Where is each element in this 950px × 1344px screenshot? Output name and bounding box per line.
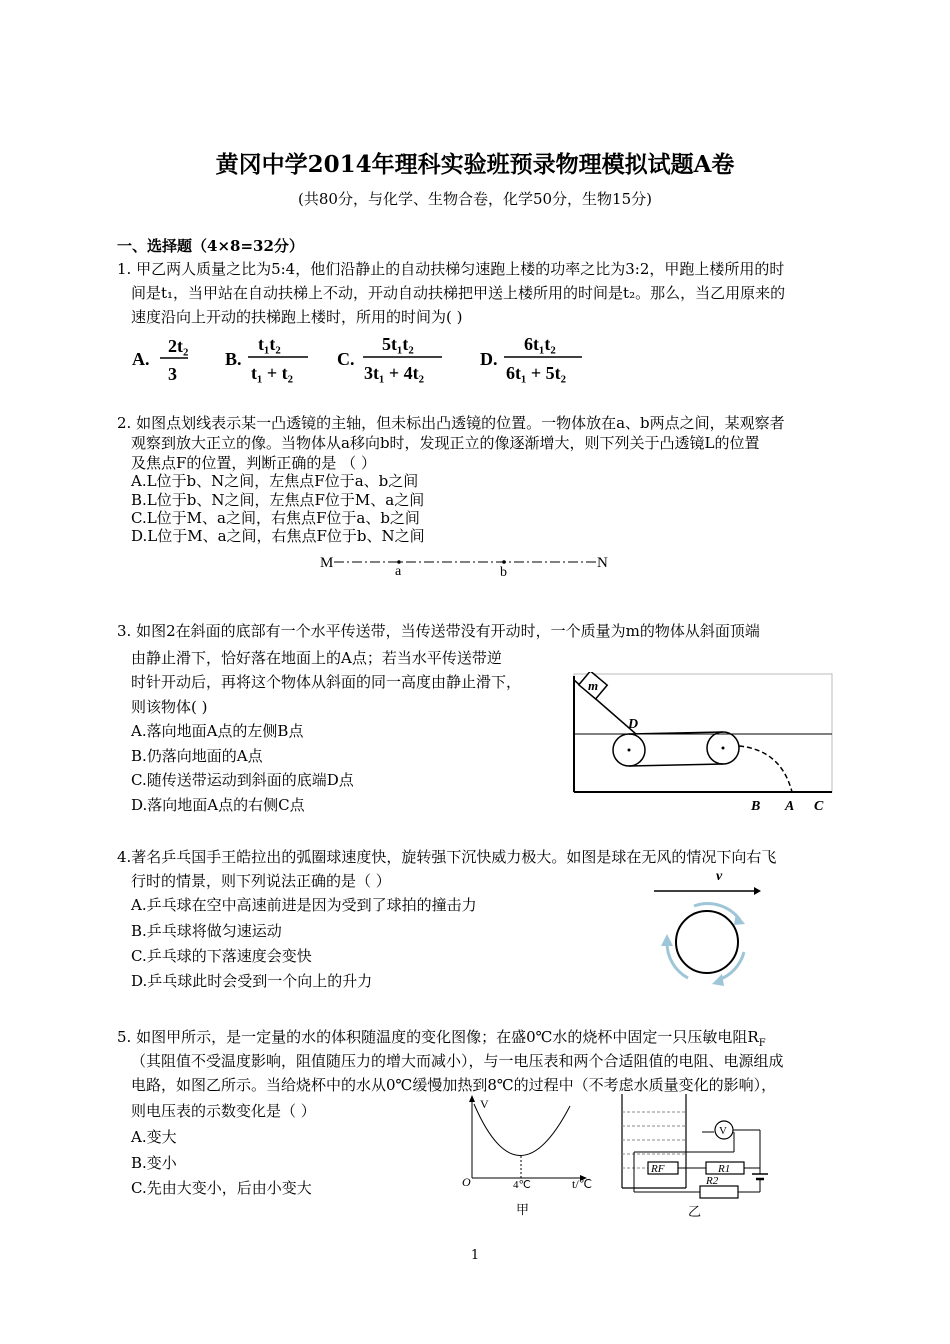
q4-option-a: A.乒乓球在空中高速前进是因为受到了球拍的撞击力 [131,896,477,914]
q1-option-b-num: t₁t₂ [258,334,281,354]
q5-rf-subscript: F [758,1038,766,1049]
q4-option-c: C.乒乓球的下落速度会变快 [131,947,312,965]
q1-option-b-den: t₁ + t₂ [251,363,294,383]
q2-line-1: 2. 如图点划线表示某一凸透镜的主轴，但未标出凸透镜的位置。一物体放在a、b两点之间，某观察者 [117,414,785,432]
q3-label-a: A [785,799,795,814]
q1-option-b-label: B. [225,349,242,369]
q5-graph-caption: 甲 [516,1202,530,1217]
q3-label-m: m [588,678,599,693]
q3-line-4: 则该物体( ) [131,698,208,716]
section-heading: 一、选择题（4×8=32分） [117,237,304,255]
q1-option-c-den: 3t₁ + 4t₂ [364,363,425,383]
q5-circuit-label-rf: RF [651,1163,665,1175]
q2-label-n: N [597,555,608,571]
q1-option-d-num: 6t₁t₂ [524,334,556,354]
q2-option-c: C.L位于M、a之间，右焦点F位于a、b之间 [131,509,420,527]
page-title: 黄冈中学2014年理科实验班预录物理模拟试题A卷 [215,151,735,178]
q1-line-1: 1. 甲乙两人质量之比为5:4，他们沿静止的自动扶梯匀速跑上楼的功率之比为3:2，甲跑上楼所用的时 [117,260,785,278]
q4-line-2: 行时的情景，则下列说法正确的是（ ） [131,872,391,890]
q5-graph-label-v: V [480,1097,489,1111]
q2-label-a: a [395,564,402,579]
q3-label-c: C [814,799,824,814]
q1-line-2: 间是t₁，当甲站在自动扶梯上不动，开动自动扶梯把甲送上楼所用的时间是t₂。那么，当乙用原来的 [131,284,786,302]
q5-option-b: B.变小 [131,1154,177,1172]
q5-line-2: （其阻值不受温度影响，阻值随压力的增大而减小），与一电压表和两个合适阻值的电阻、电源组成 [131,1052,784,1070]
q4-option-d: D.乒乓球此时会受到一个向上的升力 [131,972,373,990]
q3-label-d: D [628,717,639,732]
q1-option-d-den: 6t₁ + 5t₂ [506,363,567,383]
q3-line-3: 时针开动后，再将这个物体从斜面的同一高度由静止滑下， [131,673,522,691]
q5-circuit-caption: 乙 [688,1204,702,1219]
q1-option-c-num: 5t₁t₂ [382,334,414,354]
q5-circuit-figure [614,1092,786,1220]
q1-option-a-label: A. [132,349,150,369]
q5-line-4: 则电压表的示数变化是（ ） [131,1102,316,1120]
q4-option-b: B.乒乓球将做匀速运动 [131,922,282,940]
q2-line-3: 及焦点F的位置，判断正确的是 （ ） [131,454,376,472]
q2-label-m: M [320,555,334,571]
q2-line-2: 观察到放大正立的像。当物体从a移向b时，发现正立的像逐渐增大，则下列关于凸透镜L的位置 [131,434,760,452]
q3-option-b: B.仍落向地面的A点 [131,747,263,765]
q5-graph-label-o: O [462,1175,471,1189]
q3-label-b: B [751,799,761,814]
q3-conveyor-figure [566,672,838,820]
q1-line-3: 速度沿向上开动的扶梯跑上楼时，所用的时间为( ) [131,308,463,326]
q5-option-a: A.变大 [131,1128,177,1146]
q1-option-c-label: C. [337,349,355,369]
q5-option-c: C.先由大变小，后由小变大 [131,1179,312,1197]
q4-label-v: v [716,869,723,884]
q2-option-d: D.L位于M、a之间，右焦点F位于b、N之间 [131,527,425,545]
q1-options [130,328,600,388]
q5-circuit-label-r2: R2 [706,1175,719,1187]
q4-ball-figure [648,866,768,990]
q3-line-2: 由静止滑下，恰好落在地面上的A点；若当水平传送带逆 [131,649,502,667]
q1-option-a-den: 3 [168,364,177,384]
q3-option-d: D.落向地面A点的右侧C点 [131,796,305,814]
q1-option-d-label: D. [480,349,498,369]
q3-option-c: C.随传送带运动到斜面的底端D点 [131,771,354,789]
q5-circuit-label-v: V [719,1125,727,1137]
q2-option-b: B.L位于b、N之间，左焦点F位于M、a之间 [131,491,425,509]
q2-option-a: A.L位于b、N之间，左焦点F位于a、b之间 [131,472,419,490]
q5-graph-label-4c: 4℃ [513,1179,531,1191]
q5-circuit-label-r1: R1 [718,1163,731,1175]
q5-line-3: 电路，如图乙所示。当给烧杯中的水从0℃缓慢加热到8℃的过程中（不考虑水质量变化的影响）， [131,1076,777,1094]
q3-line-1: 3. 如图2在斜面的底部有一个水平传送带，当传送带没有开动时，一个质量为m的物体从斜面顶端 [117,622,760,640]
q5-volume-temp-graph [458,1094,606,1220]
q2-axis-figure [318,550,618,580]
q4-line-1: 4.著名乒乓国手王皓拉出的弧圈球速度快，旋转强下沉快威力极大。如图是球在无风的情况下向右飞 [117,848,777,866]
q5-line-1-text: 5. 如图甲所示，是一定量的水的体积随温度的变化图像；在盛0℃水的烧杯中固定一只压敏电阻R [117,1028,759,1046]
q2-label-b: b [500,565,507,580]
q3-option-a: A.落向地面A点的左侧B点 [131,722,304,740]
q5-graph-label-t: t/℃ [572,1177,593,1191]
q1-option-a-num: 2t₂ [168,336,189,356]
page-number: 1 [470,1248,480,1263]
page-subtitle: (共80分，与化学、生物合卷，化学50分，生物15分) [298,190,652,208]
